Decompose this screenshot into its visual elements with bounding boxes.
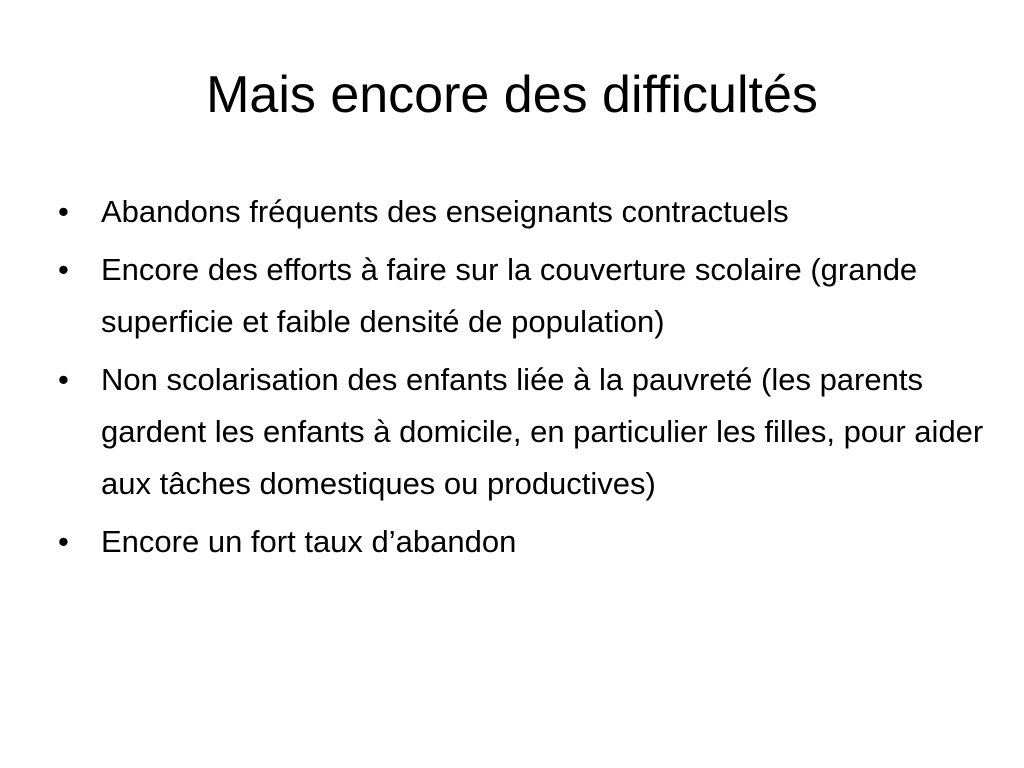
bullet-icon: • <box>58 362 69 397</box>
bullet-item-abandons <box>58 186 988 238</box>
bullet-text: Encore un fort taux d’abandon <box>101 524 517 559</box>
bullet-text: Encore des efforts à faire sur la couverture scolaire (grande superficie et faible densité de population) <box>101 252 918 339</box>
bullet-item-scolarisation <box>58 354 988 510</box>
bullet-icon: • <box>58 524 69 559</box>
bullet-list <box>58 186 988 574</box>
bullet-text: Non scolarisation des enfants liée à la pauvreté (les parents gardent les enfants à domicile, en particulier les filles, pour aider aux tâches domestiques ou productives) <box>101 362 984 501</box>
bullet-icon: • <box>58 252 69 287</box>
bullet-icon: • <box>58 194 69 229</box>
slide-title: Mais encore des difficultés <box>206 66 818 124</box>
bullet-item-abandon-taux <box>58 516 988 568</box>
bullet-text: Abandons fréquents des enseignants contractuels <box>101 194 789 229</box>
bullet-item-couverture <box>58 244 988 348</box>
